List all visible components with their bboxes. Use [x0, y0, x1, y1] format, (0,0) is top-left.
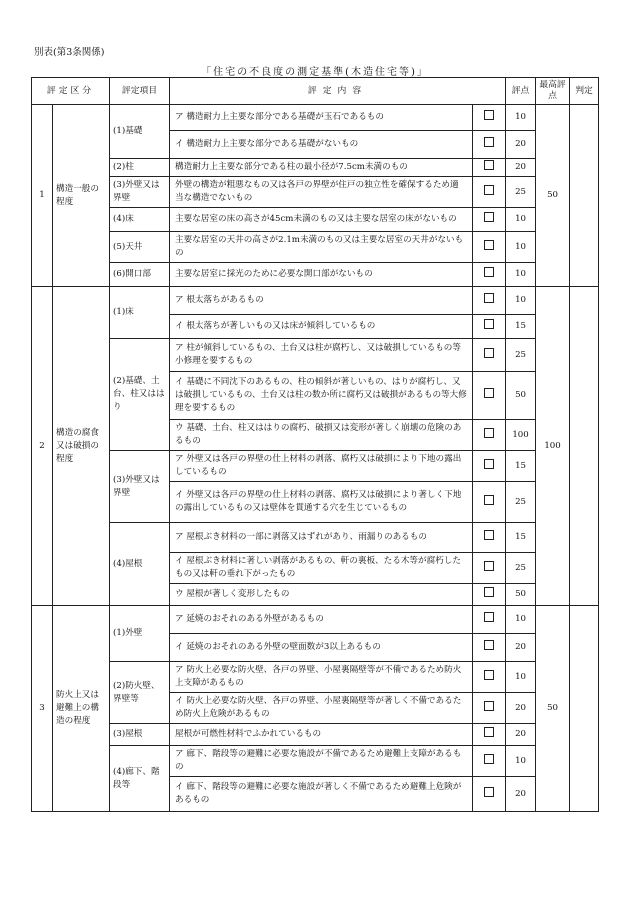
- criterion-text: 主要な居室の天井の高さが2.1m未満のもの又は主要な居室の天井がないもの: [170, 232, 473, 263]
- item-label: (2)基礎、土台、柱又ははり: [110, 339, 170, 451]
- criterion-text: イ 構造耐力上主要な部分である基礎がないもの: [170, 131, 473, 159]
- criterion-checkbox[interactable]: [484, 160, 494, 170]
- criterion-checkbox[interactable]: [484, 787, 494, 797]
- score-value: 50: [506, 372, 536, 420]
- table-row: [32, 606, 599, 634]
- item-label: (6)開口部: [110, 263, 170, 287]
- item-label: (5)天井: [110, 232, 170, 263]
- criterion-checkbox[interactable]: [484, 348, 494, 358]
- item-label: (3)屋根: [110, 724, 170, 746]
- criterion-text: 外壁の構造が粗悪なもの又は各戸の界壁が住戸の独立性を確保するため適当な構造でないもの: [170, 177, 473, 208]
- criterion-text: 構造耐力上主要な部分である柱の最小径が7.5cm未満のもの: [170, 159, 473, 177]
- item-label: (1)基礎: [110, 105, 170, 159]
- max-score: 50: [536, 105, 570, 287]
- criterion-checkbox[interactable]: [484, 670, 494, 680]
- criterion-checkbox[interactable]: [484, 137, 494, 147]
- checkbox-cell: [473, 372, 506, 420]
- item-label: (2)柱: [110, 159, 170, 177]
- max-score: 100: [536, 287, 570, 606]
- checkbox-cell: [473, 263, 506, 287]
- checkbox-cell: [473, 177, 506, 208]
- criterion-text: イ 延焼のおそれのある外壁の壁面数が3以上あるもの: [170, 634, 473, 662]
- table-row: [32, 232, 599, 263]
- criterion-checkbox[interactable]: [484, 212, 494, 222]
- checkbox-cell: [473, 662, 506, 693]
- criterion-text: イ 屋根ぶき材料に著しい剥落があるもの、軒の裏板、たる木等が腐朽したもの又は軒の垂れ下がったもの: [170, 553, 473, 584]
- criterion-text: ア 外壁又は各戸の界壁の仕上材料の剥落、腐朽又は破損により下地の露出しているもの: [170, 451, 473, 482]
- checkbox-cell: [473, 482, 506, 523]
- score-value: 10: [506, 662, 536, 693]
- criterion-text: イ 基礎に不同沈下のあるもの、柱の傾斜が著しいもの、はりが腐朽し、又は破損しているもの、土台又は柱の数か所に腐朽又は破損があるもの等大修理を要するもの: [170, 372, 473, 420]
- criterion-checkbox[interactable]: [484, 640, 494, 650]
- criterion-checkbox[interactable]: [484, 612, 494, 622]
- criterion-checkbox[interactable]: [484, 561, 494, 571]
- criterion-checkbox[interactable]: [484, 267, 494, 277]
- criterion-text: ア 構造耐力上主要な部分である基礎が玉石であるもの: [170, 105, 473, 131]
- table-row: [32, 177, 599, 208]
- criterion-text: ウ 基礎、土台、柱又ははりの腐朽、破損又は変形が著しく崩壊の危険のあるもの: [170, 420, 473, 451]
- score-value: 20: [506, 159, 536, 177]
- score-value: 15: [506, 523, 536, 553]
- score-value: 25: [506, 482, 536, 523]
- table-title: 「住宅の不良度の測定基準(木造住宅等)」: [201, 67, 429, 78]
- criterion-checkbox[interactable]: [484, 110, 494, 120]
- judgment-cell[interactable]: [570, 105, 599, 287]
- score-value: 25: [506, 339, 536, 372]
- section-name: 構造の腐食又は破損の程度: [53, 287, 110, 606]
- criterion-checkbox[interactable]: [484, 727, 494, 737]
- criterion-checkbox[interactable]: [484, 701, 494, 711]
- criterion-checkbox[interactable]: [484, 428, 494, 438]
- criterion-checkbox[interactable]: [484, 530, 494, 540]
- score-value: 15: [506, 451, 536, 482]
- header-item: 評定項目: [110, 78, 170, 105]
- section-number: 2: [32, 287, 53, 606]
- criterion-text: イ 防火上必要な防火壁、各戸の界壁、小屋裏隔壁等が著しく不備であるため防火上危険があるもの: [170, 693, 473, 724]
- criterion-text: ア 屋根ぶき材料の一部に剥落又はずれがあり、雨漏りのあるもの: [170, 523, 473, 553]
- header-max: 最高評点: [536, 78, 570, 105]
- item-label: (4)廊下、階段等: [110, 746, 170, 812]
- score-value: 15: [506, 315, 536, 339]
- checkbox-cell: [473, 746, 506, 777]
- item-label: (3)外壁又は界壁: [110, 451, 170, 523]
- criterion-checkbox[interactable]: [484, 293, 494, 303]
- criterion-text: ア 廊下、階段等の避難に必要な施設が不備であるため避難上支障があるもの: [170, 746, 473, 777]
- criterion-text: ウ 屋根が著しく変形したもの: [170, 584, 473, 606]
- score-value: 25: [506, 177, 536, 208]
- section-number: 1: [32, 105, 53, 287]
- table-row: [32, 105, 599, 131]
- item-label: (1)床: [110, 287, 170, 339]
- checkbox-cell: [473, 159, 506, 177]
- checkbox-cell: [473, 693, 506, 724]
- checkbox-cell: [473, 777, 506, 812]
- annex-label: 別表(第3条関係): [34, 47, 105, 58]
- checkbox-cell: [473, 553, 506, 584]
- table-row: [32, 746, 599, 777]
- checkbox-cell: [473, 451, 506, 482]
- score-value: 10: [506, 232, 536, 263]
- criterion-checkbox[interactable]: [484, 319, 494, 329]
- criterion-text: ア 柱が傾斜しているもの、土台又は柱が腐朽し、又は破損しているもの等小修理を要するもの: [170, 339, 473, 372]
- score-value: 100: [506, 420, 536, 451]
- score-value: 10: [506, 208, 536, 232]
- table-row: [32, 724, 599, 746]
- score-value: 20: [506, 131, 536, 159]
- score-value: 10: [506, 746, 536, 777]
- checkbox-cell: [473, 208, 506, 232]
- header-content: 評定内容: [170, 78, 506, 105]
- checkbox-cell: [473, 287, 506, 315]
- header-score: 評点: [506, 78, 536, 105]
- judgment-cell[interactable]: [570, 606, 599, 812]
- criterion-text: ア 根太落ちがあるもの: [170, 287, 473, 315]
- checkbox-cell: [473, 339, 506, 372]
- checkbox-cell: [473, 584, 506, 606]
- judgment-cell[interactable]: [570, 287, 599, 606]
- table-row: [32, 263, 599, 287]
- score-value: 20: [506, 777, 536, 812]
- criterion-text: 主要な居室に採光のために必要な開口部がないもの: [170, 263, 473, 287]
- max-score: 50: [536, 606, 570, 812]
- table-row: [32, 451, 599, 482]
- item-label: (3)外壁又は界壁: [110, 177, 170, 208]
- table-row: [32, 339, 599, 372]
- score-value: 20: [506, 724, 536, 746]
- section-name: 構造一般の程度: [53, 105, 110, 287]
- table-row: [32, 662, 599, 693]
- checkbox-cell: [473, 232, 506, 263]
- score-value: 10: [506, 606, 536, 634]
- score-value: 25: [506, 553, 536, 584]
- score-value: 50: [506, 584, 536, 606]
- score-value: 20: [506, 634, 536, 662]
- header-row: [32, 78, 599, 105]
- checkbox-cell: [473, 606, 506, 634]
- score-value: 20: [506, 693, 536, 724]
- item-label: (4)床: [110, 208, 170, 232]
- criterion-checkbox[interactable]: [484, 754, 494, 764]
- table-row: [32, 208, 599, 232]
- criterion-text: ア 防火上必要な防火壁、各戸の界壁、小屋裏隔壁等が不備であるため防火上支障があるもの: [170, 662, 473, 693]
- item-label: (4)屋根: [110, 523, 170, 606]
- item-label: (1)外壁: [110, 606, 170, 662]
- header-category: 評定区分: [32, 78, 110, 105]
- checkbox-cell: [473, 634, 506, 662]
- table-row: [32, 287, 599, 315]
- criterion-checkbox[interactable]: [484, 495, 494, 505]
- section-name: 防火上又は避難上の構造の程度: [53, 606, 110, 812]
- criterion-checkbox[interactable]: [484, 240, 494, 250]
- criterion-checkbox[interactable]: [484, 388, 494, 398]
- criterion-checkbox[interactable]: [484, 185, 494, 195]
- criterion-text: イ 根太落ちが著しいもの又は床が傾斜しているもの: [170, 315, 473, 339]
- item-label: (2)防火壁、界壁等: [110, 662, 170, 724]
- criterion-text: 屋根が可燃性材料でふかれているもの: [170, 724, 473, 746]
- header-judgment: 判定: [570, 78, 599, 105]
- criterion-text: イ 廊下、階段等の避難に必要な施設が著しく不備であるため避難上危険があるもの: [170, 777, 473, 812]
- criterion-checkbox[interactable]: [484, 459, 494, 469]
- table-row: [32, 159, 599, 177]
- evaluation-table: [31, 77, 599, 812]
- criterion-text: イ 外壁又は各戸の界壁の仕上材料の剥落、腐朽又は破損により著しく下地の露出しているもの又は壁体を貫通する穴を生じているもの: [170, 482, 473, 523]
- criterion-checkbox[interactable]: [484, 587, 494, 597]
- score-value: 10: [506, 105, 536, 131]
- table-row: [32, 523, 599, 553]
- checkbox-cell: [473, 420, 506, 451]
- checkbox-cell: [473, 724, 506, 746]
- checkbox-cell: [473, 315, 506, 339]
- checkbox-cell: [473, 131, 506, 159]
- criterion-text: ア 延焼のおそれのある外壁があるもの: [170, 606, 473, 634]
- checkbox-cell: [473, 523, 506, 553]
- score-value: 10: [506, 287, 536, 315]
- score-value: 10: [506, 263, 536, 287]
- section-number: 3: [32, 606, 53, 812]
- checkbox-cell: [473, 105, 506, 131]
- criterion-text: 主要な居室の床の高さが45cm未満のもの又は主要な居室の床がないもの: [170, 208, 473, 232]
